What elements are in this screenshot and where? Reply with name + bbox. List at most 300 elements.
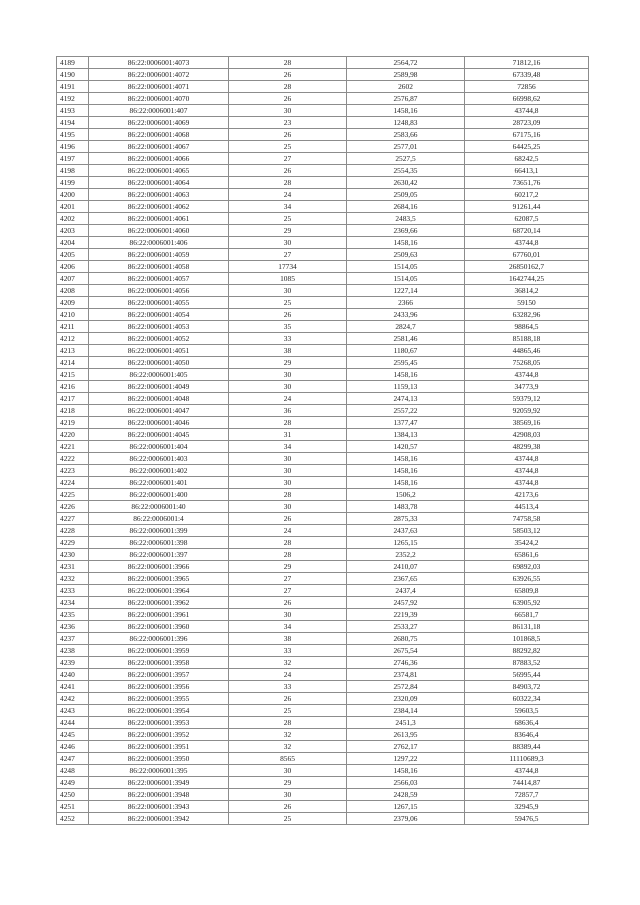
- table-row: [57, 273, 589, 285]
- table-row: [57, 189, 589, 201]
- specific-value-cell: 1514,05: [347, 273, 465, 285]
- cadastral-number-cell: 86:22:0006001:4052: [89, 333, 229, 345]
- table-row: [57, 429, 589, 441]
- area-cell: 24: [229, 189, 347, 201]
- area-cell: 26: [229, 165, 347, 177]
- cadastral-value-cell: 98864,5: [465, 321, 589, 333]
- specific-value-cell: 2557,22: [347, 405, 465, 417]
- area-cell: 26: [229, 309, 347, 321]
- cadastral-value-cell: 32945,9: [465, 801, 589, 813]
- cadastral-value-cell: 43744,8: [465, 465, 589, 477]
- table-row: [57, 405, 589, 417]
- cadastral-number-cell: 86:22:0006001:3960: [89, 621, 229, 633]
- area-cell: 34: [229, 441, 347, 453]
- cadastral-value-cell: 36814,2: [465, 285, 589, 297]
- specific-value-cell: 2566,03: [347, 777, 465, 789]
- table-row: [57, 285, 589, 297]
- area-cell: 28: [229, 81, 347, 93]
- cadastral-number-cell: 86:22:0006001:4073: [89, 57, 229, 69]
- table-row: [57, 69, 589, 81]
- row-number-cell: 4196: [57, 141, 89, 153]
- specific-value-cell: 1180,67: [347, 345, 465, 357]
- table-row: [57, 381, 589, 393]
- table-row: [57, 729, 589, 741]
- cadastral-value-cell: 63905,92: [465, 597, 589, 609]
- cadastral-value-cell: 73651,76: [465, 177, 589, 189]
- specific-value-cell: 2366: [347, 297, 465, 309]
- cadastral-number-cell: 86:22:0006001:3956: [89, 681, 229, 693]
- area-cell: 38: [229, 633, 347, 645]
- area-cell: 33: [229, 645, 347, 657]
- row-number-cell: 4219: [57, 417, 89, 429]
- row-number-cell: 4236: [57, 621, 89, 633]
- cadastral-number-cell: 86:22:0006001:4069: [89, 117, 229, 129]
- cadastral-number-cell: 86:22:0006001:3951: [89, 741, 229, 753]
- area-cell: 29: [229, 225, 347, 237]
- area-cell: 26: [229, 129, 347, 141]
- table-row: [57, 225, 589, 237]
- cadastral-number-cell: 86:22:0006001:4050: [89, 357, 229, 369]
- table-row: [57, 117, 589, 129]
- cadastral-value-cell: 72856: [465, 81, 589, 93]
- cadastral-value-cell: 68636,4: [465, 717, 589, 729]
- table-row: [57, 321, 589, 333]
- area-cell: 34: [229, 201, 347, 213]
- area-cell: 29: [229, 561, 347, 573]
- cadastral-number-cell: 86:22:0006001:3962: [89, 597, 229, 609]
- specific-value-cell: 1458,16: [347, 105, 465, 117]
- specific-value-cell: 2379,06: [347, 813, 465, 825]
- cadastral-number-cell: 86:22:0006001:4058: [89, 261, 229, 273]
- specific-value-cell: 2367,65: [347, 573, 465, 585]
- cadastral-value-cell: 85188,18: [465, 333, 589, 345]
- cadastral-value-cell: 63282,96: [465, 309, 589, 321]
- row-number-cell: 4220: [57, 429, 89, 441]
- table-row: [57, 453, 589, 465]
- cadastral-number-cell: 86:22:0006001:4047: [89, 405, 229, 417]
- cadastral-number-cell: 86:22:0006001:3950: [89, 753, 229, 765]
- cadastral-number-cell: 86:22:0006001:3952: [89, 729, 229, 741]
- row-number-cell: 4240: [57, 669, 89, 681]
- cadastral-number-cell: 86:22:0006001:406: [89, 237, 229, 249]
- specific-value-cell: 1483,78: [347, 501, 465, 513]
- row-number-cell: 4241: [57, 681, 89, 693]
- table-row: [57, 177, 589, 189]
- table-row: [57, 597, 589, 609]
- cadastral-value-cell: 63926,55: [465, 573, 589, 585]
- area-cell: 36: [229, 405, 347, 417]
- row-number-cell: 4205: [57, 249, 89, 261]
- cadastral-value-cell: 64425,25: [465, 141, 589, 153]
- specific-value-cell: 1377,47: [347, 417, 465, 429]
- table-row: [57, 633, 589, 645]
- cadastral-value-cell: 62087,5: [465, 213, 589, 225]
- cadastral-value-cell: 43744,8: [465, 765, 589, 777]
- cadastral-number-cell: 86:22:0006001:400: [89, 489, 229, 501]
- row-number-cell: 4238: [57, 645, 89, 657]
- cadastral-number-cell: 86:22:0006001:3948: [89, 789, 229, 801]
- specific-value-cell: 2581,46: [347, 333, 465, 345]
- specific-value-cell: 2824,7: [347, 321, 465, 333]
- cadastral-number-cell: 86:22:0006001:4057: [89, 273, 229, 285]
- cadastral-value-cell: 38569,16: [465, 417, 589, 429]
- row-number-cell: 4228: [57, 525, 89, 537]
- area-cell: 32: [229, 729, 347, 741]
- specific-value-cell: 2583,66: [347, 129, 465, 141]
- table-row: [57, 393, 589, 405]
- table-row: [57, 513, 589, 525]
- table-row: [57, 489, 589, 501]
- specific-value-cell: 1159,13: [347, 381, 465, 393]
- table-row: [57, 669, 589, 681]
- area-cell: 30: [229, 765, 347, 777]
- row-number-cell: 4218: [57, 405, 89, 417]
- row-number-cell: 4193: [57, 105, 89, 117]
- specific-value-cell: 2684,16: [347, 201, 465, 213]
- area-cell: 27: [229, 153, 347, 165]
- area-cell: 26: [229, 513, 347, 525]
- area-cell: 32: [229, 741, 347, 753]
- cadastral-value-cell: 28723,09: [465, 117, 589, 129]
- row-number-cell: 4227: [57, 513, 89, 525]
- area-cell: 33: [229, 333, 347, 345]
- row-number-cell: 4233: [57, 585, 89, 597]
- area-cell: 30: [229, 105, 347, 117]
- area-cell: 34: [229, 621, 347, 633]
- cadastral-value-cell: 69892,03: [465, 561, 589, 573]
- area-cell: 31: [229, 429, 347, 441]
- row-number-cell: 4248: [57, 765, 89, 777]
- specific-value-cell: 2457,92: [347, 597, 465, 609]
- cadastral-number-cell: 86:22:0006001:3961: [89, 609, 229, 621]
- cadastral-value-cell: 48299,38: [465, 441, 589, 453]
- area-cell: 25: [229, 813, 347, 825]
- cadastral-number-cell: 86:22:0006001:4071: [89, 81, 229, 93]
- cadastral-number-cell: 86:22:0006001:407: [89, 105, 229, 117]
- cadastral-number-cell: 86:22:0006001:405: [89, 369, 229, 381]
- table-row: [57, 525, 589, 537]
- row-number-cell: 4192: [57, 93, 89, 105]
- specific-value-cell: 2410,07: [347, 561, 465, 573]
- specific-value-cell: 2613,95: [347, 729, 465, 741]
- cadastral-number-cell: 86:22:0006001:4055: [89, 297, 229, 309]
- cadastral-value-table: [56, 56, 589, 825]
- area-cell: 29: [229, 777, 347, 789]
- area-cell: 27: [229, 585, 347, 597]
- row-number-cell: 4209: [57, 297, 89, 309]
- table-row: [57, 105, 589, 117]
- table-row: [57, 705, 589, 717]
- row-number-cell: 4225: [57, 489, 89, 501]
- table-row: [57, 549, 589, 561]
- cadastral-value-cell: 43744,8: [465, 477, 589, 489]
- cadastral-value-cell: 43744,8: [465, 369, 589, 381]
- cadastral-number-cell: 86:22:0006001:3958: [89, 657, 229, 669]
- cadastral-number-cell: 86:22:0006001:3943: [89, 801, 229, 813]
- cadastral-value-cell: 67760,01: [465, 249, 589, 261]
- cadastral-value-cell: 72857,7: [465, 789, 589, 801]
- cadastral-value-cell: 92059,92: [465, 405, 589, 417]
- cadastral-number-cell: 86:22:0006001:397: [89, 549, 229, 561]
- row-number-cell: 4207: [57, 273, 89, 285]
- specific-value-cell: 2474,13: [347, 393, 465, 405]
- cadastral-value-cell: 44865,46: [465, 345, 589, 357]
- table-row: [57, 777, 589, 789]
- row-number-cell: 4234: [57, 597, 89, 609]
- cadastral-number-cell: 86:22:0006001:4053: [89, 321, 229, 333]
- area-cell: 27: [229, 573, 347, 585]
- cadastral-value-cell: 58503,12: [465, 525, 589, 537]
- specific-value-cell: 2384,14: [347, 705, 465, 717]
- table-row: [57, 57, 589, 69]
- cadastral-value-cell: 87883,52: [465, 657, 589, 669]
- cadastral-value-cell: 74414,87: [465, 777, 589, 789]
- area-cell: 28: [229, 717, 347, 729]
- area-cell: 27: [229, 249, 347, 261]
- specific-value-cell: 2483,5: [347, 213, 465, 225]
- row-number-cell: 4244: [57, 717, 89, 729]
- specific-value-cell: 2219,39: [347, 609, 465, 621]
- row-number-cell: 4190: [57, 69, 89, 81]
- cadastral-value-cell: 1642744,25: [465, 273, 589, 285]
- table-row: [57, 297, 589, 309]
- table-row: [57, 249, 589, 261]
- cadastral-number-cell: 86:22:0006001:3964: [89, 585, 229, 597]
- cadastral-value-cell: 65809,8: [465, 585, 589, 597]
- cadastral-number-cell: 86:22:0006001:396: [89, 633, 229, 645]
- row-number-cell: 4247: [57, 753, 89, 765]
- cadastral-number-cell: 86:22:0006001:4068: [89, 129, 229, 141]
- specific-value-cell: 2433,96: [347, 309, 465, 321]
- specific-value-cell: 2352,2: [347, 549, 465, 561]
- row-number-cell: 4215: [57, 369, 89, 381]
- table-row: [57, 681, 589, 693]
- cadastral-value-cell: 88389,44: [465, 741, 589, 753]
- cadastral-value-cell: 43744,8: [465, 453, 589, 465]
- cadastral-value-cell: 83646,4: [465, 729, 589, 741]
- specific-value-cell: 1458,16: [347, 765, 465, 777]
- specific-value-cell: 2675,54: [347, 645, 465, 657]
- area-cell: 30: [229, 369, 347, 381]
- area-cell: 29: [229, 357, 347, 369]
- specific-value-cell: 1458,16: [347, 465, 465, 477]
- specific-value-cell: 1458,16: [347, 369, 465, 381]
- row-number-cell: 4230: [57, 549, 89, 561]
- area-cell: 30: [229, 453, 347, 465]
- table-row: [57, 369, 589, 381]
- cadastral-number-cell: 86:22:0006001:399: [89, 525, 229, 537]
- cadastral-value-cell: 68720,14: [465, 225, 589, 237]
- cadastral-number-cell: 86:22:0006001:4060: [89, 225, 229, 237]
- area-cell: 24: [229, 669, 347, 681]
- area-cell: 25: [229, 297, 347, 309]
- area-cell: 28: [229, 489, 347, 501]
- specific-value-cell: 1458,16: [347, 453, 465, 465]
- area-cell: 30: [229, 381, 347, 393]
- table-row: [57, 573, 589, 585]
- cadastral-number-cell: 86:22:0006001:404: [89, 441, 229, 453]
- row-number-cell: 4201: [57, 201, 89, 213]
- cadastral-value-cell: 42173,6: [465, 489, 589, 501]
- specific-value-cell: 1267,15: [347, 801, 465, 813]
- row-number-cell: 4211: [57, 321, 89, 333]
- cadastral-number-cell: 86:22:0006001:4049: [89, 381, 229, 393]
- specific-value-cell: 2577,01: [347, 141, 465, 153]
- area-cell: 28: [229, 549, 347, 561]
- table-row: [57, 345, 589, 357]
- specific-value-cell: 1297,22: [347, 753, 465, 765]
- table-row: [57, 537, 589, 549]
- cadastral-value-cell: 66413,1: [465, 165, 589, 177]
- area-cell: 24: [229, 525, 347, 537]
- table-row: [57, 417, 589, 429]
- area-cell: 25: [229, 141, 347, 153]
- table-row: [57, 165, 589, 177]
- area-cell: 8565: [229, 753, 347, 765]
- cadastral-number-cell: 86:22:0006001:4062: [89, 201, 229, 213]
- row-number-cell: 4251: [57, 801, 89, 813]
- table-body: [57, 57, 589, 825]
- row-number-cell: 4245: [57, 729, 89, 741]
- cadastral-value-cell: 59150: [465, 297, 589, 309]
- row-number-cell: 4203: [57, 225, 89, 237]
- area-cell: 28: [229, 57, 347, 69]
- area-cell: 30: [229, 237, 347, 249]
- cadastral-value-cell: 66998,62: [465, 93, 589, 105]
- specific-value-cell: 2630,42: [347, 177, 465, 189]
- cadastral-number-cell: 86:22:0006001:4070: [89, 93, 229, 105]
- row-number-cell: 4206: [57, 261, 89, 273]
- specific-value-cell: 2554,35: [347, 165, 465, 177]
- cadastral-value-cell: 65861,6: [465, 549, 589, 561]
- table-row: [57, 357, 589, 369]
- table-row: [57, 621, 589, 633]
- cadastral-value-cell: 59476,5: [465, 813, 589, 825]
- row-number-cell: 4194: [57, 117, 89, 129]
- cadastral-number-cell: 86:22:0006001:4059: [89, 249, 229, 261]
- specific-value-cell: 1458,16: [347, 477, 465, 489]
- area-cell: 28: [229, 537, 347, 549]
- area-cell: 28: [229, 417, 347, 429]
- cadastral-number-cell: 86:22:0006001:4061: [89, 213, 229, 225]
- table-row: [57, 309, 589, 321]
- specific-value-cell: 2509,05: [347, 189, 465, 201]
- area-cell: 24: [229, 393, 347, 405]
- row-number-cell: 4195: [57, 129, 89, 141]
- specific-value-cell: 2451,3: [347, 717, 465, 729]
- cadastral-value-cell: 56995,44: [465, 669, 589, 681]
- cadastral-value-cell: 101868,5: [465, 633, 589, 645]
- specific-value-cell: 1514,05: [347, 261, 465, 273]
- cadastral-value-cell: 86131,18: [465, 621, 589, 633]
- cadastral-number-cell: 86:22:0006001:4054: [89, 309, 229, 321]
- table-row: [57, 153, 589, 165]
- cadastral-number-cell: 86:22:0006001:403: [89, 453, 229, 465]
- row-number-cell: 4197: [57, 153, 89, 165]
- table-row: [57, 465, 589, 477]
- table-row: [57, 717, 589, 729]
- row-number-cell: 4250: [57, 789, 89, 801]
- specific-value-cell: 2369,66: [347, 225, 465, 237]
- specific-value-cell: 2746,36: [347, 657, 465, 669]
- area-cell: 25: [229, 213, 347, 225]
- cadastral-value-cell: 11110689,3: [465, 753, 589, 765]
- table-row: [57, 213, 589, 225]
- cadastral-value-cell: 71812,16: [465, 57, 589, 69]
- table-row: [57, 477, 589, 489]
- cadastral-value-cell: 59603,5: [465, 705, 589, 717]
- table-row: [57, 789, 589, 801]
- row-number-cell: 4221: [57, 441, 89, 453]
- row-number-cell: 4217: [57, 393, 89, 405]
- row-number-cell: 4214: [57, 357, 89, 369]
- table-row: [57, 333, 589, 345]
- area-cell: 17734: [229, 261, 347, 273]
- cadastral-number-cell: 86:22:0006001:3965: [89, 573, 229, 585]
- specific-value-cell: 2875,33: [347, 513, 465, 525]
- area-cell: 30: [229, 789, 347, 801]
- area-cell: 26: [229, 801, 347, 813]
- cadastral-number-cell: 86:22:0006001:401: [89, 477, 229, 489]
- cadastral-value-cell: 84903,72: [465, 681, 589, 693]
- table-row: [57, 753, 589, 765]
- cadastral-number-cell: 86:22:0006001:3949: [89, 777, 229, 789]
- row-number-cell: 4213: [57, 345, 89, 357]
- row-number-cell: 4232: [57, 573, 89, 585]
- cadastral-value-cell: 60217,2: [465, 189, 589, 201]
- row-number-cell: 4237: [57, 633, 89, 645]
- row-number-cell: 4204: [57, 237, 89, 249]
- area-cell: 26: [229, 69, 347, 81]
- cadastral-number-cell: 86:22:0006001:40: [89, 501, 229, 513]
- specific-value-cell: 2602: [347, 81, 465, 93]
- area-cell: 30: [229, 609, 347, 621]
- table-row: [57, 813, 589, 825]
- area-cell: 30: [229, 465, 347, 477]
- table-row: [57, 237, 589, 249]
- cadastral-value-cell: 68242,5: [465, 153, 589, 165]
- cadastral-number-cell: 86:22:0006001:4045: [89, 429, 229, 441]
- row-number-cell: 4210: [57, 309, 89, 321]
- cadastral-number-cell: 86:22:0006001:402: [89, 465, 229, 477]
- table-row: [57, 801, 589, 813]
- specific-value-cell: 1420,57: [347, 441, 465, 453]
- cadastral-value-cell: 67339,48: [465, 69, 589, 81]
- cadastral-number-cell: 86:22:0006001:3954: [89, 705, 229, 717]
- table-row: [57, 585, 589, 597]
- cadastral-number-cell: 86:22:0006001:4048: [89, 393, 229, 405]
- row-number-cell: 4208: [57, 285, 89, 297]
- cadastral-number-cell: 86:22:0006001:3966: [89, 561, 229, 573]
- cadastral-value-cell: 59379,12: [465, 393, 589, 405]
- cadastral-number-cell: 86:22:0006001:4: [89, 513, 229, 525]
- specific-value-cell: 2572,84: [347, 681, 465, 693]
- cadastral-value-cell: 26850162,7: [465, 261, 589, 273]
- row-number-cell: 4226: [57, 501, 89, 513]
- cadastral-value-cell: 44513,4: [465, 501, 589, 513]
- table-row: [57, 129, 589, 141]
- area-cell: 26: [229, 597, 347, 609]
- cadastral-value-cell: 60322,34: [465, 693, 589, 705]
- specific-value-cell: 2589,98: [347, 69, 465, 81]
- cadastral-value-cell: 67175,16: [465, 129, 589, 141]
- area-cell: 33: [229, 681, 347, 693]
- row-number-cell: 4189: [57, 57, 89, 69]
- row-number-cell: 4249: [57, 777, 89, 789]
- table-row: [57, 765, 589, 777]
- row-number-cell: 4198: [57, 165, 89, 177]
- specific-value-cell: 2595,45: [347, 357, 465, 369]
